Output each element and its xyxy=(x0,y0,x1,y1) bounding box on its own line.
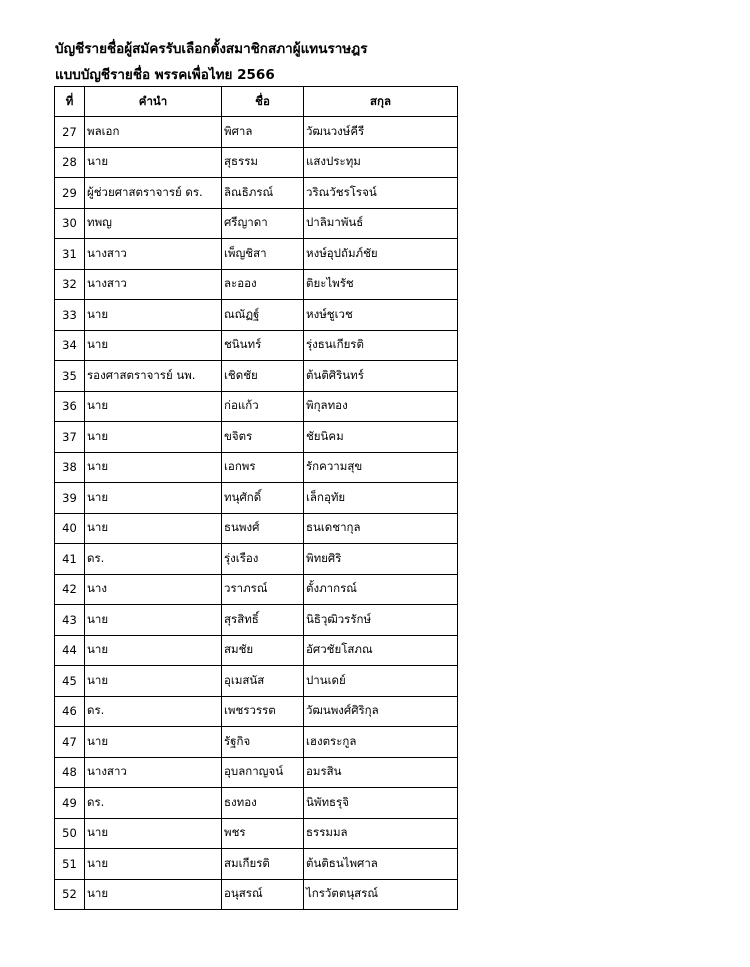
row-number: 33 xyxy=(55,300,85,331)
title-line-1: บัญชีรายชื่อผู้สมัครรับเลือกตั้งสมาชิกสภาผู้แทนราษฎร xyxy=(55,41,368,57)
row-number: 30 xyxy=(55,208,85,239)
row-title: นาย xyxy=(85,422,222,453)
table-row xyxy=(55,544,458,575)
row-number: 50 xyxy=(55,818,85,849)
row-first-name: อุบลกาญจน์ xyxy=(222,757,304,788)
row-title: ดร. xyxy=(85,788,222,819)
row-last-name: รุ่งธนเกียรติ xyxy=(304,330,458,361)
row-first-name: ชนินทร์ xyxy=(222,330,304,361)
row-number: 51 xyxy=(55,849,85,880)
row-number: 42 xyxy=(55,574,85,605)
table-row xyxy=(55,147,458,178)
row-title: ทพญ xyxy=(85,208,222,239)
row-last-name: อมรสิน xyxy=(304,757,458,788)
row-last-name: เล็กอุทัย xyxy=(304,483,458,514)
row-last-name: ต้นติธนไพศาล xyxy=(304,849,458,880)
row-first-name: ธงทอง xyxy=(222,788,304,819)
row-title: นาย xyxy=(85,849,222,880)
table-row xyxy=(55,879,458,910)
row-number: 34 xyxy=(55,330,85,361)
row-last-name: พิทยศิริ xyxy=(304,544,458,575)
row-last-name: วริณวัชรโรจน์ xyxy=(304,178,458,209)
row-number: 49 xyxy=(55,788,85,819)
table-row xyxy=(55,757,458,788)
row-first-name: ขจิตร xyxy=(222,422,304,453)
row-last-name: ต้นติศิรินทร์ xyxy=(304,361,458,392)
row-first-name: ธนพงศ์ xyxy=(222,513,304,544)
row-title: นาย xyxy=(85,605,222,636)
table-row xyxy=(55,727,458,758)
table-row xyxy=(55,391,458,422)
row-last-name: เฮงตระกูล xyxy=(304,727,458,758)
row-number: 46 xyxy=(55,696,85,727)
row-title: นาย xyxy=(85,391,222,422)
table-row xyxy=(55,361,458,392)
row-title: พลเอก xyxy=(85,117,222,148)
table-row xyxy=(55,330,458,361)
row-last-name: ตั้งภากรณ์ xyxy=(304,574,458,605)
row-number: 40 xyxy=(55,513,85,544)
row-first-name: ลิณธิภรณ์ xyxy=(222,178,304,209)
row-first-name: พชร xyxy=(222,818,304,849)
table-row xyxy=(55,605,458,636)
row-last-name: แสงประทุม xyxy=(304,147,458,178)
row-number: 37 xyxy=(55,422,85,453)
row-number: 41 xyxy=(55,544,85,575)
row-title: นาย xyxy=(85,300,222,331)
row-number: 35 xyxy=(55,361,85,392)
row-title: ผู้ช่วยศาสตราจารย์ ดร. xyxy=(85,178,222,209)
row-last-name: ธนเดชากุล xyxy=(304,513,458,544)
table-row xyxy=(55,422,458,453)
row-first-name: ณณัฏฐ์ xyxy=(222,300,304,331)
table-row xyxy=(55,696,458,727)
row-last-name: พิกุลทอง xyxy=(304,391,458,422)
table-body xyxy=(55,117,458,910)
row-title: นาย xyxy=(85,879,222,910)
row-last-name: รักความสุข xyxy=(304,452,458,483)
row-number: 52 xyxy=(55,879,85,910)
header-row xyxy=(55,87,458,117)
table-row xyxy=(55,574,458,605)
row-number: 43 xyxy=(55,605,85,636)
row-first-name: เพชรวรรต xyxy=(222,696,304,727)
row-first-name: เชิดชัย xyxy=(222,361,304,392)
table-row xyxy=(55,849,458,880)
row-title: นางสาว xyxy=(85,757,222,788)
row-last-name: ไกรวัตตนุสรณ์ xyxy=(304,879,458,910)
row-title: ดร. xyxy=(85,544,222,575)
row-title: นาง xyxy=(85,574,222,605)
table-row xyxy=(55,208,458,239)
row-title: นาย xyxy=(85,452,222,483)
row-title: นางสาว xyxy=(85,269,222,300)
row-first-name: รัฐกิจ xyxy=(222,727,304,758)
row-last-name: ติยะไพรัช xyxy=(304,269,458,300)
header-title: คำนำ xyxy=(85,87,222,117)
document-title xyxy=(55,36,367,88)
header-last-name: สกุล xyxy=(304,87,458,117)
row-number: 44 xyxy=(55,635,85,666)
row-last-name: นิพัทธรุจิ xyxy=(304,788,458,819)
table-row xyxy=(55,788,458,819)
row-title: นาย xyxy=(85,727,222,758)
row-number: 38 xyxy=(55,452,85,483)
row-first-name: พิศาล xyxy=(222,117,304,148)
row-number: 28 xyxy=(55,147,85,178)
row-first-name: สมเกียรติ xyxy=(222,849,304,880)
row-number: 31 xyxy=(55,239,85,270)
candidate-table xyxy=(54,86,458,910)
row-first-name: เพ็ญชิสา xyxy=(222,239,304,270)
table-row xyxy=(55,178,458,209)
header-first-name: ชื่อ xyxy=(222,87,304,117)
row-title: นาย xyxy=(85,513,222,544)
row-first-name: อนุสรณ์ xyxy=(222,879,304,910)
table-row xyxy=(55,117,458,148)
row-last-name: วัฒนพงศ์ศิริกุล xyxy=(304,696,458,727)
row-first-name: ศรีญาดา xyxy=(222,208,304,239)
row-title: นาย xyxy=(85,666,222,697)
table-row xyxy=(55,513,458,544)
row-last-name: ปานเดย์ xyxy=(304,666,458,697)
row-title: รองศาสตราจารย์ นพ. xyxy=(85,361,222,392)
row-first-name: วราภรณ์ xyxy=(222,574,304,605)
table-row xyxy=(55,666,458,697)
row-number: 39 xyxy=(55,483,85,514)
table-row xyxy=(55,635,458,666)
row-last-name: ชัยนิคม xyxy=(304,422,458,453)
row-number: 45 xyxy=(55,666,85,697)
row-number: 48 xyxy=(55,757,85,788)
row-title: นาย xyxy=(85,483,222,514)
row-title: นางสาว xyxy=(85,239,222,270)
row-last-name: อัศวชัยโสภณ xyxy=(304,635,458,666)
row-first-name: สุธรรม xyxy=(222,147,304,178)
table-row xyxy=(55,452,458,483)
row-title: ดร. xyxy=(85,696,222,727)
table-row xyxy=(55,818,458,849)
row-last-name: หงษ์ชูเวช xyxy=(304,300,458,331)
row-number: 27 xyxy=(55,117,85,148)
row-last-name: นิธิวุฒิวรรักษ์ xyxy=(304,605,458,636)
row-number: 36 xyxy=(55,391,85,422)
row-first-name: ก่อแก้ว xyxy=(222,391,304,422)
row-title: นาย xyxy=(85,330,222,361)
row-first-name: ละออง xyxy=(222,269,304,300)
row-title: นาย xyxy=(85,635,222,666)
row-first-name: สุรสิทธิ์ xyxy=(222,605,304,636)
row-last-name: ปาลิมาพันธ์ xyxy=(304,208,458,239)
row-first-name: สมชัย xyxy=(222,635,304,666)
title-line-2: แบบบัญชีรายชื่อ พรรคเพื่อไทย 2566 xyxy=(55,67,275,83)
row-first-name: อุเมสนัส xyxy=(222,666,304,697)
row-first-name: ทนุศักดิ์ xyxy=(222,483,304,514)
row-first-name: รุ่งเรือง xyxy=(222,544,304,575)
table-row xyxy=(55,269,458,300)
row-number: 29 xyxy=(55,178,85,209)
header-number: ที่ xyxy=(55,87,85,117)
row-first-name: เอกพร xyxy=(222,452,304,483)
table-row xyxy=(55,239,458,270)
row-last-name: หงษ์อุปถัมภ์ชัย xyxy=(304,239,458,270)
row-title: นาย xyxy=(85,147,222,178)
row-number: 47 xyxy=(55,727,85,758)
row-title: นาย xyxy=(85,818,222,849)
table-row xyxy=(55,300,458,331)
row-number: 32 xyxy=(55,269,85,300)
row-last-name: ธรรมมล xyxy=(304,818,458,849)
table-row xyxy=(55,483,458,514)
row-last-name: วัฒนวงษ์คีรี xyxy=(304,117,458,148)
